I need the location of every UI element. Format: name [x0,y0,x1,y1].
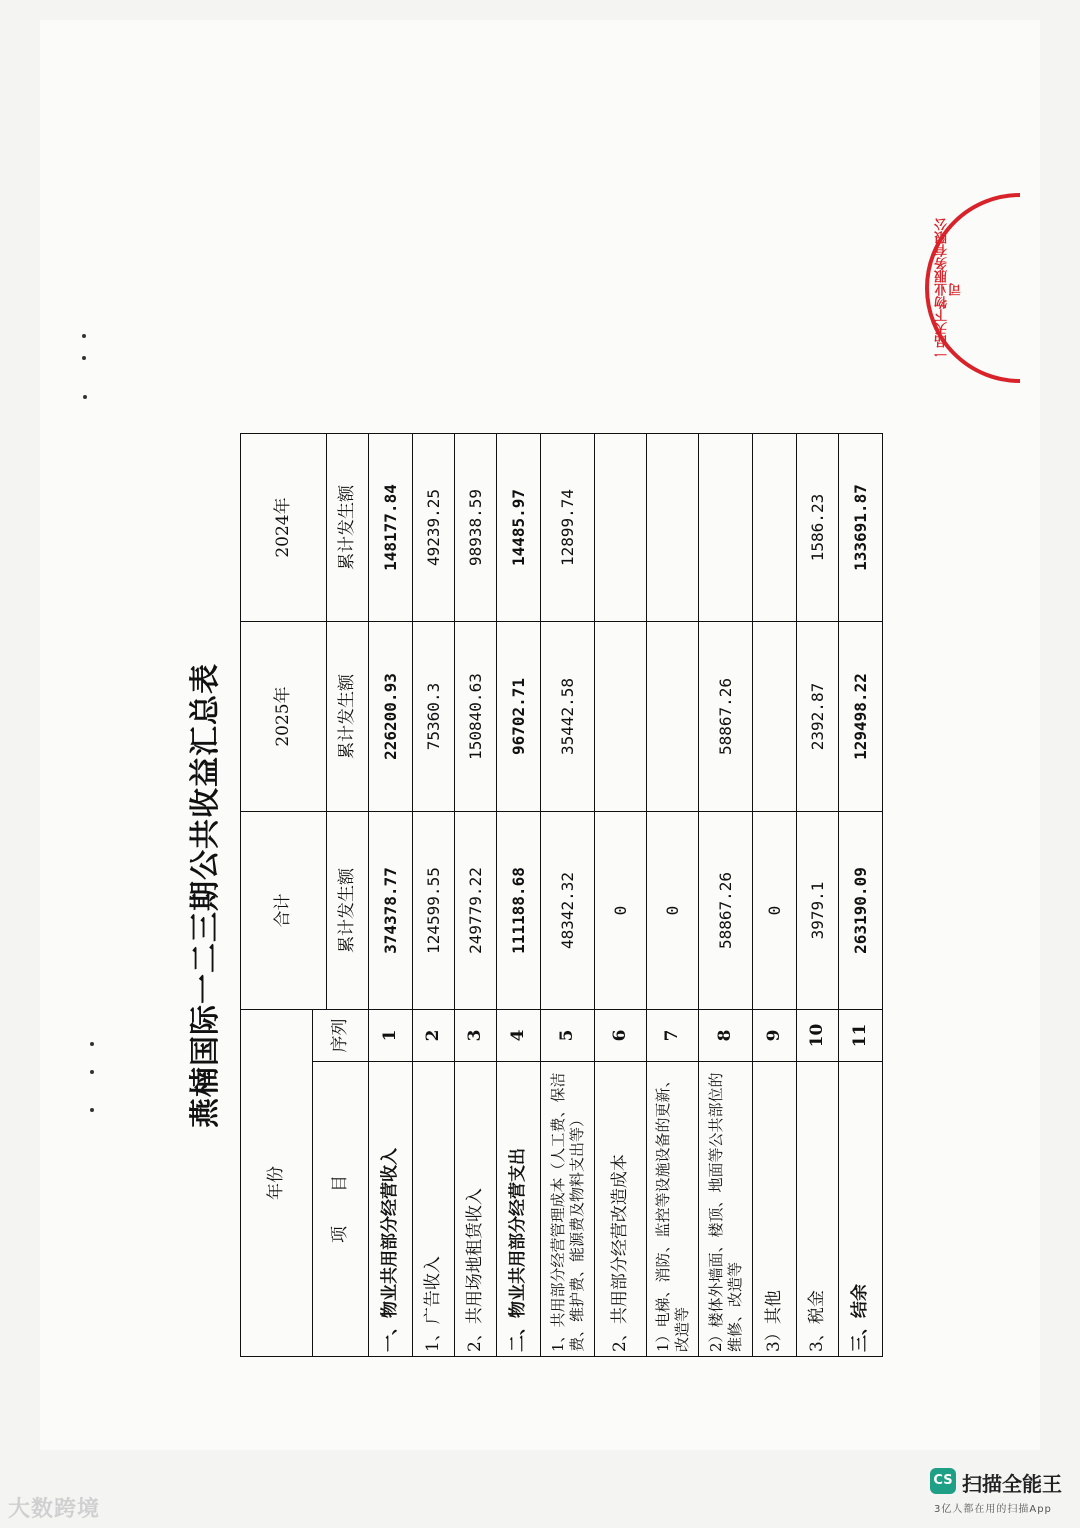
row-total: 48342.32 [541,812,595,1010]
table-row [797,434,839,1357]
row-label: 3）其他 [753,1062,797,1357]
rotated-document [188,434,882,1357]
row-label: 1）电梯、消防、监控等设施设备的更新、改造等 [647,1062,699,1357]
row-seq: 4 [497,1010,541,1062]
scan-dot [90,1108,94,1112]
row-seq: 9 [753,1010,797,1062]
row-2024 [595,434,647,622]
row-2024 [753,434,797,622]
row-label: 1、共用部分经营管理成本（人工费、保洁费、维护费、能源费及物料支出等） [541,1062,595,1357]
row-total: 0 [753,812,797,1010]
app-name: 扫描全能王 [962,1472,1062,1496]
table-row [455,434,497,1357]
camscanner-logo-icon: CS [930,1468,956,1494]
row-seq: 6 [595,1010,647,1062]
row-total: 249779.22 [455,812,497,1010]
row-total: 374378.77 [369,812,413,1010]
col-2025-header: 2025年 [241,622,327,812]
row-total: 3979.1 [797,812,839,1010]
row-2025: 35442.58 [541,622,595,812]
row-label: 三、结余 [839,1062,883,1357]
table-row [497,434,541,1357]
row-2024 [699,434,753,622]
row-label: 2、共用部分经营改造成本 [595,1062,647,1357]
year-header: 年份 [241,1010,313,1357]
row-seq: 8 [699,1010,753,1062]
table-row [699,434,753,1357]
row-label: 3、税金 [797,1062,839,1357]
row-2025: 2392.87 [797,622,839,812]
col-total-header: 合计 [241,812,327,1010]
row-total: 111188.68 [497,812,541,1010]
table-row [839,434,883,1357]
row-total: 124599.55 [413,812,455,1010]
seal-text: 一品天下物业服务有限公司 [935,218,964,362]
app-tagline: 3亿人都在用的扫描App [934,1504,1052,1515]
row-seq: 11 [839,1010,883,1062]
document-title: 燕楠国际一二三期公共收益汇总表 [188,663,223,1128]
row-2025 [647,622,699,812]
row-seq: 1 [369,1010,413,1062]
row-label: 1、广告收入 [413,1062,455,1357]
row-total: 0 [647,812,699,1010]
table-row [647,434,699,1357]
scan-dot [90,1042,94,1046]
row-seq: 3 [455,1010,497,1062]
row-2024: 49239.25 [413,434,455,622]
row-label: 一、物业共用部分经营收入 [369,1062,413,1357]
row-2025: 150840.63 [455,622,497,812]
row-2025: 58867.26 [699,622,753,812]
table-row [753,434,797,1357]
row-2024: 1586.23 [797,434,839,622]
scan-dot [82,356,86,360]
row-2024: 148177.84 [369,434,413,622]
watermark-text: 大数跨境 [8,1497,101,1522]
seq-header: 序列 [313,1010,369,1062]
sub-header: 累计发生额 [327,812,369,1010]
row-total: 58867.26 [699,812,753,1010]
table-row [369,434,413,1357]
item-header: 项 目 [313,1062,369,1357]
scan-dot [83,395,87,399]
row-2025 [753,622,797,812]
row-seq: 7 [647,1010,699,1062]
row-seq: 5 [541,1010,595,1062]
row-seq: 10 [797,1010,839,1062]
scan-dot [90,1070,94,1074]
row-2024: 14485.97 [497,434,541,622]
row-label: 2、共用场地租赁收入 [455,1062,497,1357]
row-seq: 2 [413,1010,455,1062]
col-2024-header: 2024年 [241,434,327,622]
row-2024: 12899.74 [541,434,595,622]
row-2025: 129498.22 [839,622,883,812]
row-2025: 96702.71 [497,622,541,812]
revenue-summary-table [240,433,883,1357]
row-2025: 226200.93 [369,622,413,812]
row-label: 2）楼体外墙面、楼顶、地面等公共部位的维修、改造等 [699,1062,753,1357]
scan-dot [82,334,86,338]
table-row [595,434,647,1357]
sub-header: 累计发生额 [327,434,369,622]
sub-header: 累计发生额 [327,622,369,812]
row-2024: 133691.87 [839,434,883,622]
row-2024: 98938.59 [455,434,497,622]
row-total: 263190.09 [839,812,883,1010]
row-2025: 75360.3 [413,622,455,812]
table-row [413,434,455,1357]
table-header-row [241,434,313,1357]
row-label: 二、物业共用部分经营支出 [497,1062,541,1357]
row-2025 [595,622,647,812]
table-row [541,434,595,1357]
row-2024 [647,434,699,622]
row-total: 0 [595,812,647,1010]
